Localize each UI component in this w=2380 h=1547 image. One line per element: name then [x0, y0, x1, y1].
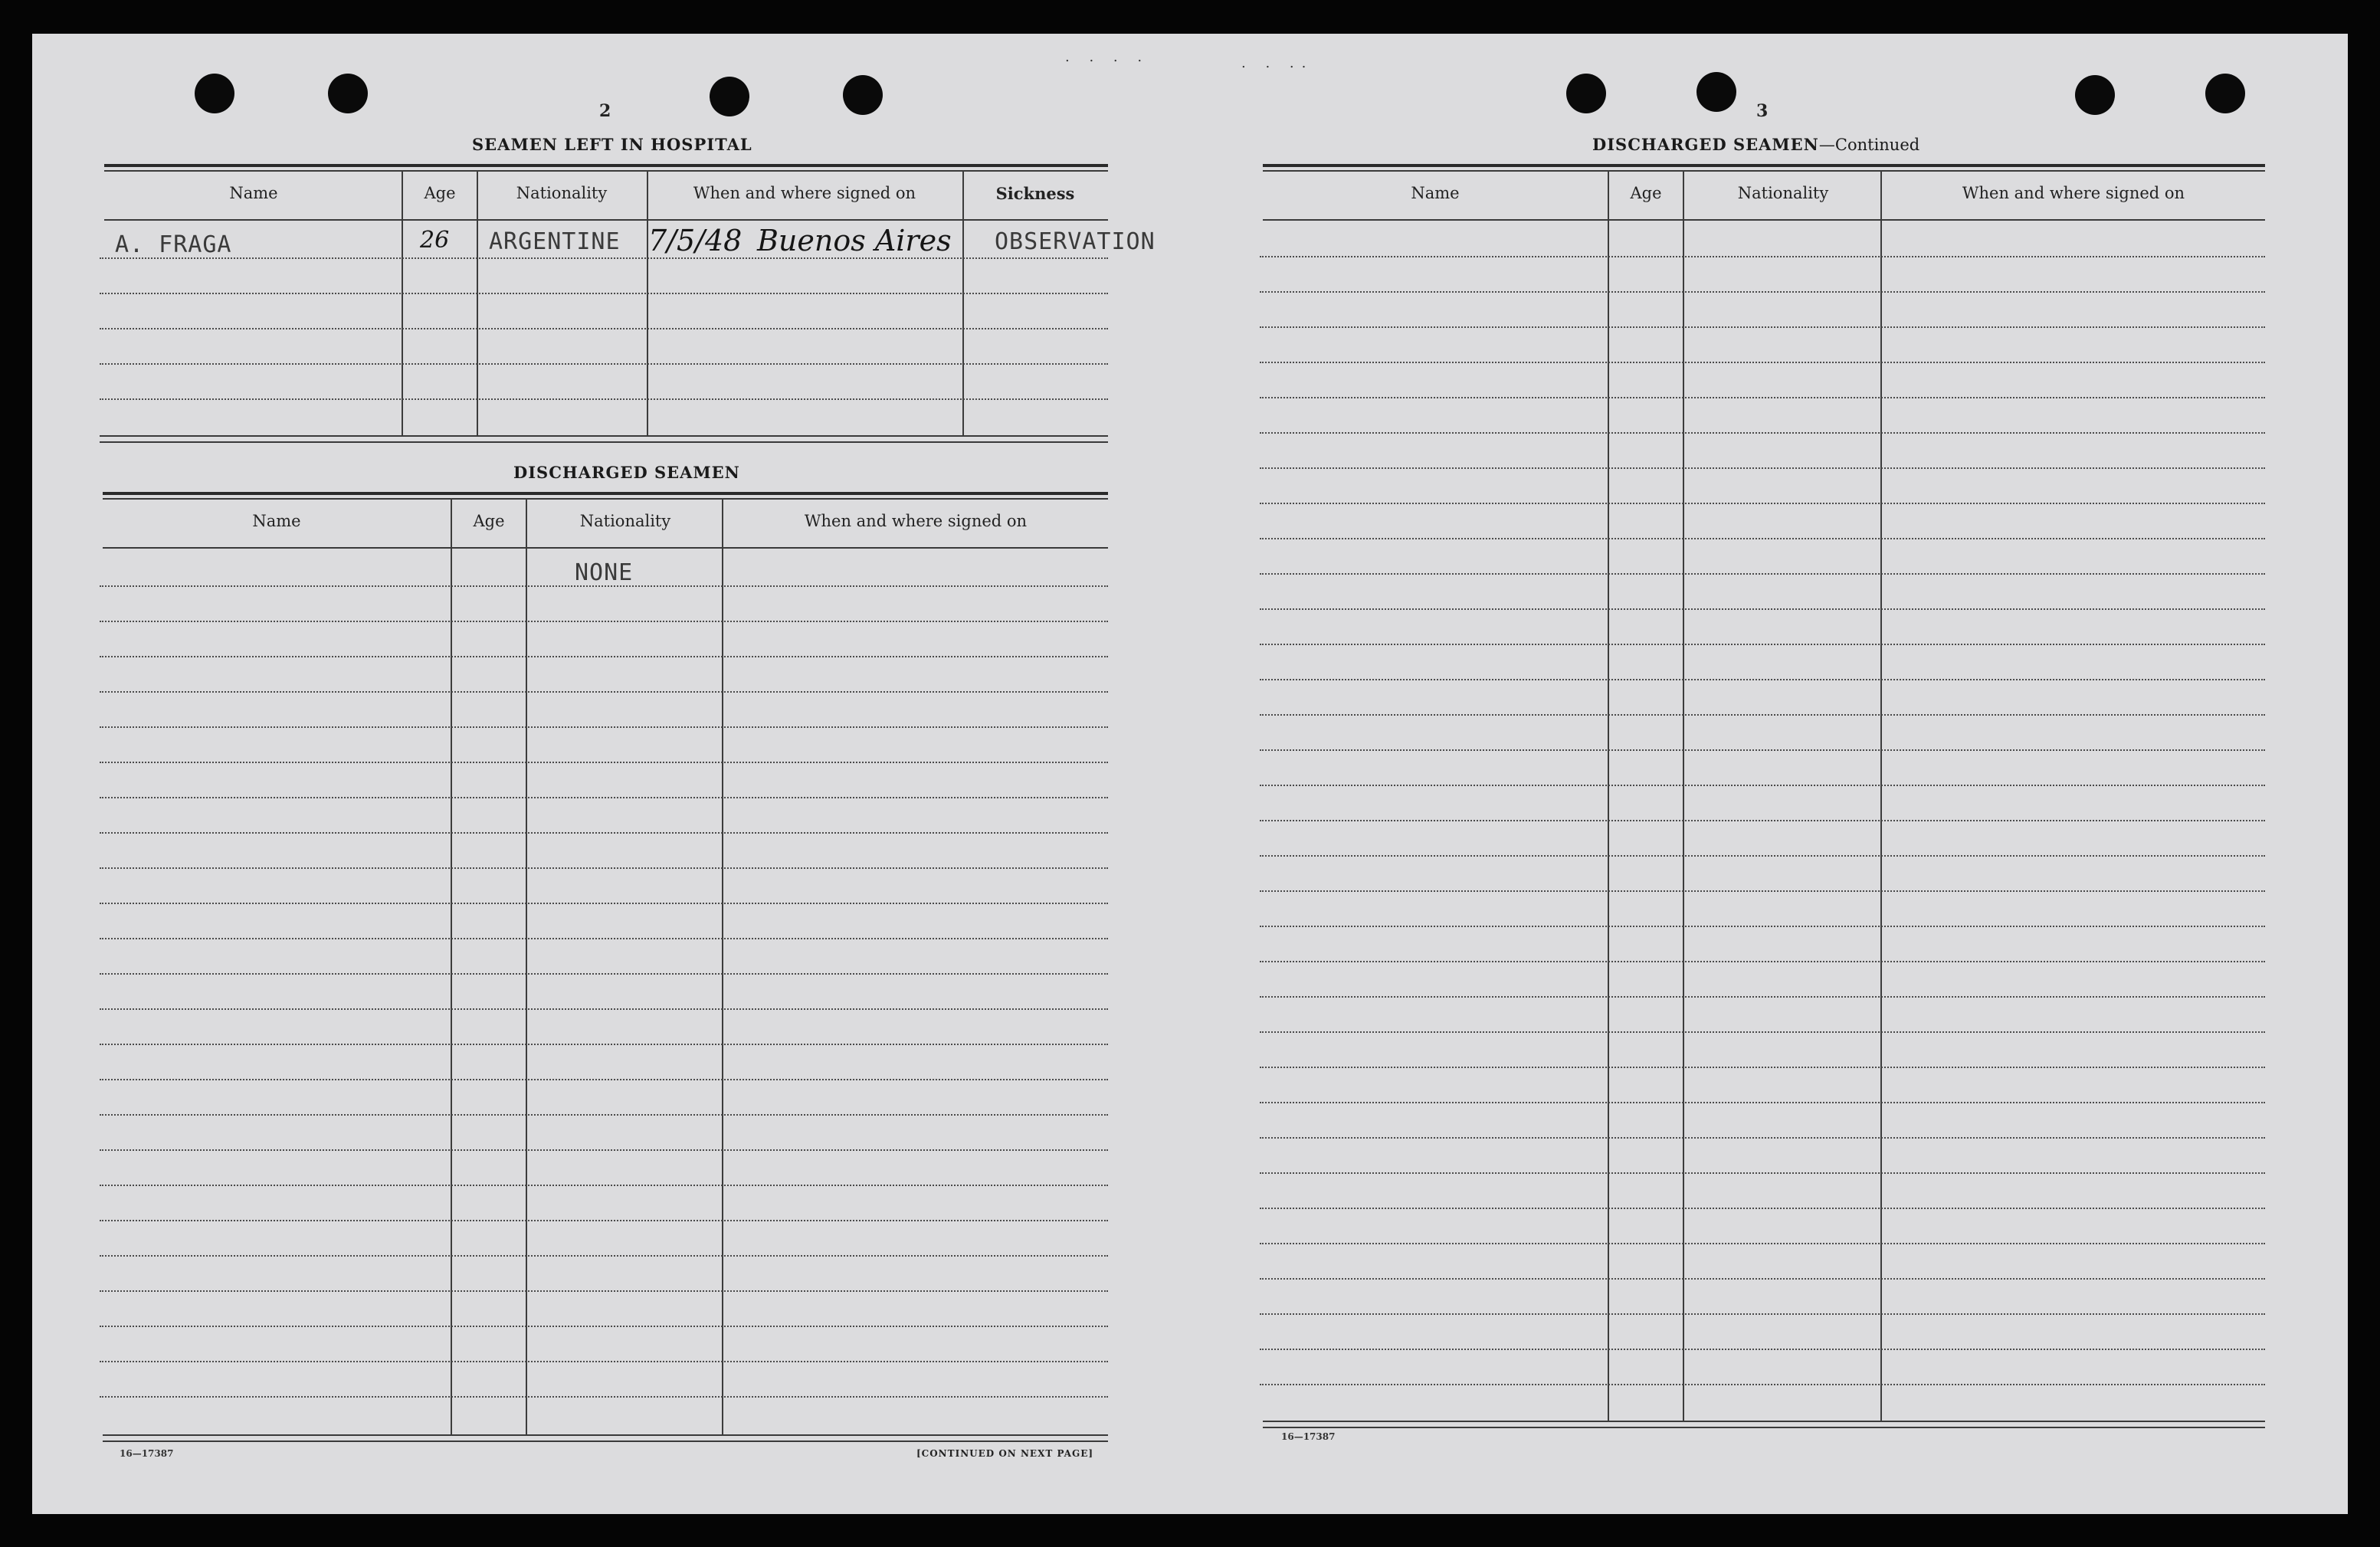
col-signed-on: When and where signed on	[1962, 184, 2185, 202]
column-divider	[1683, 170, 1684, 1421]
title-main: DISCHARGED SEAMEN	[1592, 135, 1819, 154]
entry-line	[100, 257, 1108, 259]
entry-line	[1260, 256, 2265, 257]
punch-hole	[710, 77, 749, 116]
entry-line	[1260, 432, 2265, 434]
column-divider	[962, 170, 964, 435]
col-nationality: Nationality	[516, 184, 608, 202]
table-top-rule	[103, 492, 1108, 495]
page-number: 3	[1756, 101, 1769, 121]
column-divider	[477, 170, 478, 435]
table-bottom-rule	[1263, 1427, 2265, 1428]
col-name: Name	[252, 512, 301, 530]
table-top-rule	[104, 170, 1108, 172]
column-divider	[451, 498, 452, 1434]
column-divider	[647, 170, 648, 435]
entry-line	[100, 1326, 1108, 1327]
punch-hole	[1696, 72, 1736, 112]
col-name: Name	[1411, 184, 1460, 202]
table-bottom-rule	[1263, 1421, 2265, 1422]
entry-line	[1260, 538, 2265, 539]
entry-line	[100, 1079, 1108, 1080]
punch-hole	[328, 74, 368, 113]
entry-line	[100, 867, 1108, 869]
entry-line	[1260, 785, 2265, 786]
discharged-section-title: DISCHARGED SEAMEN	[513, 463, 740, 482]
entry-line	[100, 1361, 1108, 1362]
entry-line	[100, 938, 1108, 939]
column-divider	[1608, 170, 1609, 1421]
entry-line	[1260, 855, 2265, 857]
punch-hole	[1566, 74, 1606, 113]
col-age: Age	[1630, 184, 1662, 202]
header-rule	[104, 219, 1108, 221]
entry-line	[1260, 608, 2265, 610]
entry-line	[100, 762, 1108, 763]
punch-hole	[195, 74, 234, 113]
entry-line	[100, 726, 1108, 728]
entry-line	[1260, 573, 2265, 575]
title-suffix: —Continued	[1818, 136, 1920, 154]
entry-line	[100, 973, 1108, 975]
entry-line	[1260, 291, 2265, 293]
page-number: 2	[599, 101, 611, 121]
punch-hole	[2075, 75, 2115, 115]
entry-line	[1260, 996, 2265, 998]
entry-line	[1260, 326, 2265, 328]
col-age: Age	[473, 512, 505, 530]
punch-hole	[843, 75, 883, 115]
table-bottom-rule	[100, 435, 1108, 437]
ink-specks: . . . .	[1065, 49, 1150, 65]
form-number: 16—17387	[1281, 1431, 1336, 1442]
entry-line	[1260, 644, 2265, 645]
form-number: 16—17387	[120, 1448, 174, 1459]
table-top-rule	[1263, 164, 2265, 167]
column-divider	[402, 170, 403, 435]
entry-line	[100, 656, 1108, 657]
table-bottom-rule	[103, 1440, 1108, 1442]
entry-line	[100, 398, 1108, 400]
entry-line	[100, 1220, 1108, 1221]
signed-on-date: 7/5/48	[648, 224, 743, 257]
punch-hole	[2205, 74, 2245, 113]
table-top-rule	[104, 164, 1108, 167]
sickness-value: OBSERVATION	[995, 228, 1156, 255]
entry-line	[1260, 503, 2265, 504]
entry-line	[1260, 1384, 2265, 1385]
header-rule	[103, 547, 1108, 549]
entry-line	[1260, 749, 2265, 751]
entry-line	[100, 585, 1108, 587]
entry-line	[1260, 1208, 2265, 1209]
table-bottom-rule	[103, 1434, 1108, 1436]
hospital-section-title: SEAMEN LEFT IN HOSPITAL	[472, 135, 752, 154]
entry-line	[1260, 926, 2265, 927]
entry-line	[100, 1290, 1108, 1292]
col-signed-on: When and where signed on	[804, 512, 1028, 530]
entry-line	[1260, 1278, 2265, 1280]
entry-line	[100, 1114, 1108, 1116]
entry-line	[1260, 890, 2265, 892]
column-divider	[1880, 170, 1882, 1421]
discharged-entry: NONE	[575, 559, 634, 586]
header-rule	[1263, 219, 2265, 221]
continued-note: [CONTINUED ON NEXT PAGE]	[916, 1448, 1094, 1459]
ink-specks: . . ..	[1241, 55, 1314, 71]
col-nationality: Nationality	[1737, 184, 1829, 202]
entry-line	[1260, 1031, 2265, 1033]
entry-line	[1260, 397, 2265, 398]
table-top-rule	[103, 498, 1108, 500]
entry-line	[100, 621, 1108, 622]
seaman-nationality: ARGENTINE	[489, 228, 621, 255]
col-signed-on: When and where signed on	[693, 184, 916, 202]
entry-line	[100, 1008, 1108, 1010]
entry-line	[1260, 1313, 2265, 1315]
entry-line	[1260, 1243, 2265, 1244]
entry-line	[1260, 1102, 2265, 1103]
col-nationality: Nationality	[579, 512, 671, 530]
entry-line	[100, 1149, 1108, 1151]
table-top-rule	[1263, 170, 2265, 172]
col-sickness: Sickness	[995, 184, 1075, 203]
entry-line	[1260, 679, 2265, 680]
seaman-age: 26	[420, 227, 450, 254]
table-bottom-rule	[100, 441, 1108, 443]
entry-line	[100, 1396, 1108, 1398]
entry-line	[100, 1255, 1108, 1257]
column-divider	[722, 498, 723, 1434]
entry-line	[100, 1185, 1108, 1186]
entry-line	[1260, 1067, 2265, 1068]
entry-line	[100, 328, 1108, 329]
entry-line	[100, 832, 1108, 834]
seaman-name: A. FRAGA	[115, 231, 232, 258]
entry-line	[1260, 1172, 2265, 1174]
entry-line	[1260, 961, 2265, 962]
discharged-continued-title	[1592, 135, 1919, 154]
entry-line	[100, 293, 1108, 294]
entry-line	[1260, 1137, 2265, 1139]
entry-line	[100, 691, 1108, 693]
col-age: Age	[424, 184, 456, 202]
entry-line	[1260, 1349, 2265, 1350]
entry-line	[1260, 820, 2265, 821]
entry-line	[1260, 362, 2265, 363]
entry-line	[100, 363, 1108, 365]
entry-line	[1260, 467, 2265, 469]
signed-on-place: Buenos Aires	[757, 224, 952, 257]
entry-line	[1260, 714, 2265, 716]
entry-line	[100, 797, 1108, 798]
column-divider	[526, 498, 527, 1434]
col-name: Name	[229, 184, 278, 202]
entry-line	[100, 1044, 1108, 1045]
entry-line	[100, 903, 1108, 904]
